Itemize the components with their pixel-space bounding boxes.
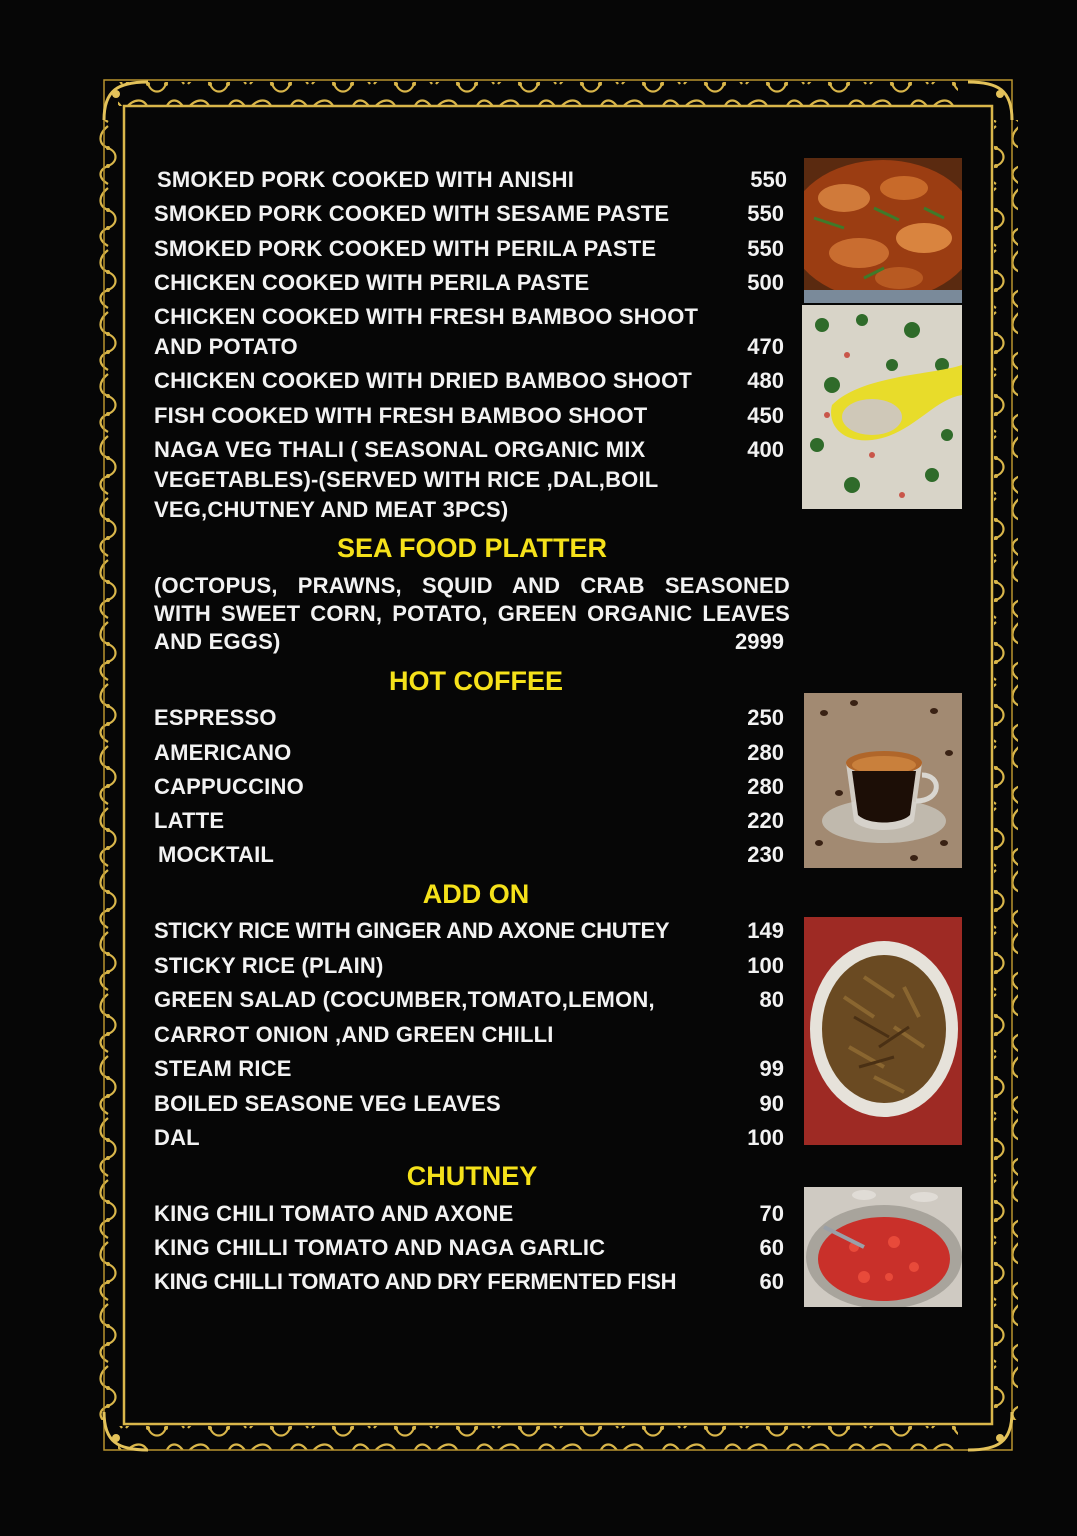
menu-item-name: FISH COOKED WITH FRESH BAMBOO SHOOT bbox=[154, 403, 648, 428]
menu-item-name: AMERICANO bbox=[154, 740, 292, 765]
menu-item-price: 220 bbox=[747, 808, 784, 833]
menu-item-price: 500 bbox=[747, 270, 784, 295]
menu-item-name: STICKY RICE (PLAIN) bbox=[154, 953, 384, 978]
menu-item-name: SMOKED PORK COOKED WITH PERILA PASTE bbox=[154, 236, 657, 261]
pork-curry-photo bbox=[804, 158, 962, 303]
menu-item-name-continued: AND POTATO bbox=[154, 334, 298, 359]
menu-item-price: 470 bbox=[747, 334, 784, 359]
menu-item-price: 100 bbox=[747, 1125, 784, 1150]
menu-item-name: CAPPUCCINO bbox=[154, 774, 304, 799]
menu-item-name: KING CHILI TOMATO AND AXONE bbox=[154, 1201, 514, 1226]
menu-item-price: 550 bbox=[747, 236, 784, 261]
menu-item-name: KING CHILLI TOMATO AND NAGA GARLIC bbox=[154, 1235, 606, 1260]
menu-item-price: 550 bbox=[747, 201, 784, 226]
menu-item-name: CHICKEN COOKED WITH PERILA PASTE bbox=[154, 270, 590, 295]
section-heading-chutney: CHUTNEY bbox=[406, 1161, 538, 1191]
section-heading-hot-coffee: HOT COFFEE bbox=[389, 666, 563, 696]
menu-item-price: 250 bbox=[747, 705, 784, 730]
menu-item-price: 60 bbox=[759, 1269, 784, 1294]
espresso-cup-photo bbox=[804, 693, 962, 868]
menu-item-price: 230 bbox=[747, 842, 784, 867]
bamboo-shoot-dish-photo bbox=[802, 305, 962, 509]
menu-item-name: LATTE bbox=[154, 808, 225, 833]
menu-item-price: 280 bbox=[747, 774, 784, 799]
menu-item-name-continued: CARROT ONION ,AND GREEN CHILLI bbox=[154, 1022, 554, 1047]
menu-item-price: 550 bbox=[750, 167, 787, 192]
menu-item-name-continued: VEGETABLES)-(SERVED WITH RICE ,DAL,BOIL bbox=[154, 467, 659, 492]
menu-item-name: GREEN SALAD (COCUMBER,TOMATO,LEMON, bbox=[154, 987, 655, 1012]
menu-item-price: 80 bbox=[759, 987, 784, 1012]
menu-item-price: 280 bbox=[747, 740, 784, 765]
menu-item-price: 100 bbox=[747, 953, 784, 978]
menu-item-price: 90 bbox=[759, 1091, 784, 1116]
menu-item-name-continued: VEG,CHUTNEY AND MEAT 3PCS) bbox=[154, 497, 509, 522]
axone-chutney-bowl-photo bbox=[804, 917, 962, 1145]
menu-item-name: DAL bbox=[154, 1125, 200, 1150]
menu-item-name: NAGA VEG THALI ( SEASONAL ORGANIC MIX bbox=[154, 437, 646, 462]
menu-item-name: CHICKEN COOKED WITH DRIED BAMBOO SHOOT bbox=[154, 368, 693, 393]
red-chilli-chutney-photo bbox=[804, 1187, 962, 1307]
menu-item-name: SMOKED PORK COOKED WITH ANISHI bbox=[157, 167, 575, 192]
menu-item-price: 99 bbox=[759, 1056, 784, 1081]
menu-item-price: 400 bbox=[747, 437, 784, 462]
menu-item-price: 450 bbox=[747, 403, 784, 428]
menu-item-name: SMOKED PORK COOKED WITH SESAME PASTE bbox=[154, 201, 670, 226]
sea-food-description: WITH SWEET CORN, POTATO, GREEN ORGANIC LEAVES bbox=[154, 601, 790, 626]
menu-item-name: MOCKTAIL bbox=[158, 842, 275, 867]
sea-food-description: (OCTOPUS, PRAWNS, SQUID AND CRAB SEASONED bbox=[154, 573, 790, 598]
menu-item-name: BOILED SEASONE VEG LEAVES bbox=[154, 1091, 501, 1116]
menu-item-name: CHICKEN COOKED WITH FRESH BAMBOO SHOOT bbox=[154, 304, 699, 329]
menu-item-name: STICKY RICE WITH GINGER AND AXONE CHUTEY bbox=[154, 918, 670, 943]
menu-item-price: 480 bbox=[747, 368, 784, 393]
menu-item-name: KING CHILLI TOMATO AND DRY FERMENTED FISH bbox=[154, 1269, 677, 1294]
sea-food-description: AND EGGS) bbox=[154, 629, 281, 654]
section-heading-add-on: ADD ON bbox=[422, 879, 530, 909]
menu-item-name: STEAM RICE bbox=[154, 1056, 292, 1081]
menu-item-price: 70 bbox=[759, 1201, 784, 1226]
section-heading-sea-food: SEA FOOD PLATTER bbox=[337, 533, 607, 563]
sea-food-price: 2999 bbox=[735, 629, 784, 654]
menu-item-price: 149 bbox=[747, 918, 784, 943]
menu-item-price: 60 bbox=[759, 1235, 784, 1260]
menu-item-name: ESPRESSO bbox=[154, 705, 277, 730]
